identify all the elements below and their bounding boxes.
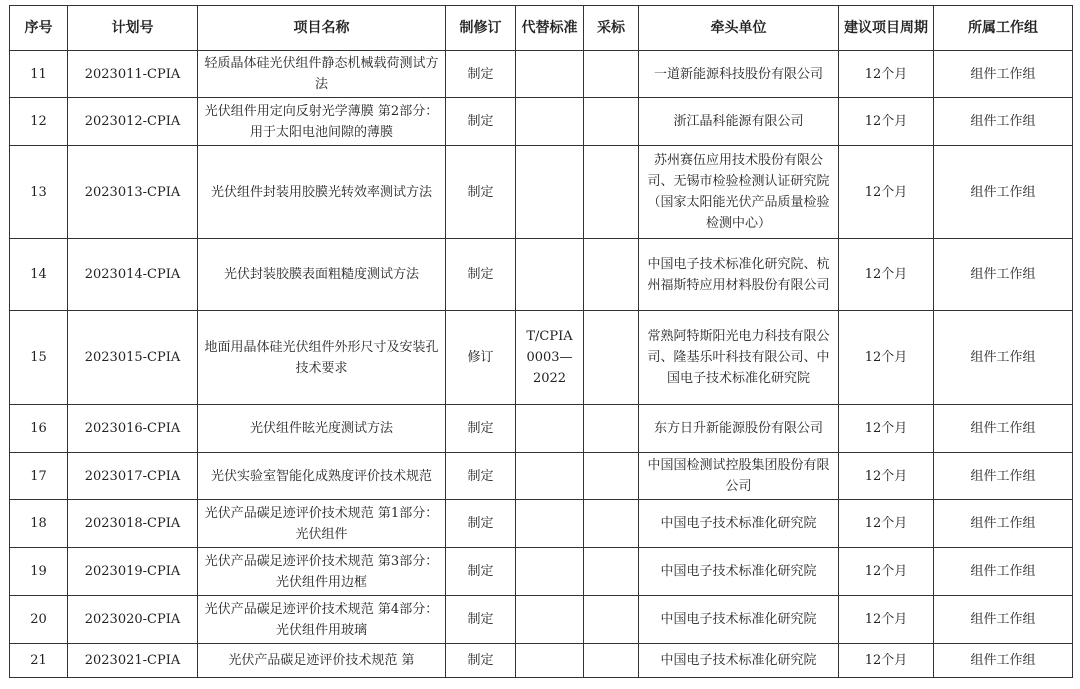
- cell-group: 组件工作组: [934, 500, 1073, 548]
- cell-replace: [516, 146, 584, 239]
- cell-no: 15: [10, 311, 68, 405]
- cell-group: 组件工作组: [934, 311, 1073, 405]
- table-header: [10, 6, 1073, 51]
- cell-adopt: [584, 239, 639, 311]
- table-row: [10, 548, 1073, 596]
- header-adopt: 采标: [584, 6, 639, 51]
- cell-period: 12个月: [839, 51, 934, 98]
- cell-period: 12个月: [839, 453, 934, 500]
- cell-type: 制定: [446, 239, 516, 311]
- cell-replace: [516, 596, 584, 644]
- cell-lead: 东方日升新能源股份有限公司: [639, 405, 839, 453]
- cell-group: 组件工作组: [934, 548, 1073, 596]
- cell-replace: [516, 239, 584, 311]
- cell-name: 光伏封装胶膜表面粗糙度测试方法: [198, 239, 446, 311]
- cell-period: 12个月: [839, 311, 934, 405]
- cell-adopt: [584, 146, 639, 239]
- cell-period: 12个月: [839, 98, 934, 146]
- cell-period: 12个月: [839, 239, 934, 311]
- cell-plan: 2023017-CPIA: [68, 453, 198, 500]
- cell-group: 组件工作组: [934, 644, 1073, 678]
- cell-adopt: [584, 500, 639, 548]
- cell-plan: 2023020-CPIA: [68, 596, 198, 644]
- cell-group: 组件工作组: [934, 51, 1073, 98]
- cell-group: 组件工作组: [934, 596, 1073, 644]
- header-group: 所属工作组: [934, 6, 1073, 51]
- cell-name: 光伏组件封装用胶膜光转效率测试方法: [198, 146, 446, 239]
- table-row: [10, 596, 1073, 644]
- header-name: 项目名称: [198, 6, 446, 51]
- cell-no: 17: [10, 453, 68, 500]
- cell-plan: 2023016-CPIA: [68, 405, 198, 453]
- cell-lead: 中国电子技术标准化研究院: [639, 596, 839, 644]
- cell-type: 制定: [446, 548, 516, 596]
- cell-adopt: [584, 311, 639, 405]
- cell-replace: [516, 98, 584, 146]
- cell-lead: 苏州赛伍应用技术股份有限公司、无锡市检验检测认证研究院（国家太阳能光伏产品质量检验检测中心）: [639, 146, 839, 239]
- header-type: 制修订: [446, 6, 516, 51]
- cell-lead: 中国国检测试控股集团股份有限公司: [639, 453, 839, 500]
- cell-type: 制定: [446, 405, 516, 453]
- cell-name: 光伏实验室智能化成熟度评价技术规范: [198, 453, 446, 500]
- header-lead: 牵头单位: [639, 6, 839, 51]
- cell-name: 光伏组件眩光度测试方法: [198, 405, 446, 453]
- header-period: 建议项目周期: [839, 6, 934, 51]
- cell-adopt: [584, 548, 639, 596]
- header-plan: 计划号: [68, 6, 198, 51]
- cell-no: 19: [10, 548, 68, 596]
- cell-plan: 2023019-CPIA: [68, 548, 198, 596]
- header-replace: 代替标准: [516, 6, 584, 51]
- standards-plan-table: [9, 5, 1073, 678]
- cell-replace: [516, 500, 584, 548]
- cell-name: 光伏产品碳足迹评价技术规范 第3部分：光伏组件用边框: [198, 548, 446, 596]
- cell-name: 地面用晶体硅光伏组件外形尺寸及安装孔技术要求: [198, 311, 446, 405]
- cell-replace: [516, 453, 584, 500]
- cell-no: 16: [10, 405, 68, 453]
- cell-no: 14: [10, 239, 68, 311]
- cell-group: 组件工作组: [934, 98, 1073, 146]
- cell-type: 制定: [446, 500, 516, 548]
- cell-period: 12个月: [839, 500, 934, 548]
- cell-plan: 2023021-CPIA: [68, 644, 198, 678]
- cell-no: 12: [10, 98, 68, 146]
- cell-group: 组件工作组: [934, 453, 1073, 500]
- header-row: [10, 6, 1073, 51]
- table-row: [10, 405, 1073, 453]
- cell-type: 制定: [446, 453, 516, 500]
- cell-lead: 浙江晶科能源有限公司: [639, 98, 839, 146]
- cell-type: 制定: [446, 644, 516, 678]
- cell-plan: 2023018-CPIA: [68, 500, 198, 548]
- cell-adopt: [584, 51, 639, 98]
- cell-type: 制定: [446, 146, 516, 239]
- cell-lead: 中国电子技术标准化研究院: [639, 644, 839, 678]
- cell-lead: 中国电子技术标准化研究院: [639, 548, 839, 596]
- cell-lead: 常熟阿特斯阳光电力科技有限公司、隆基乐叶科技有限公司、中国电子技术标准化研究院: [639, 311, 839, 405]
- cell-period: 12个月: [839, 405, 934, 453]
- standards-table-container: [9, 5, 1073, 678]
- cell-period: 12个月: [839, 146, 934, 239]
- cell-lead: 一道新能源科技股份有限公司: [639, 51, 839, 98]
- cell-name: 光伏组件用定向反射光学薄膜 第2部分：用于太阳电池间隙的薄膜: [198, 98, 446, 146]
- table-row: [10, 644, 1073, 678]
- table-row: [10, 146, 1073, 239]
- cell-replace: [516, 405, 584, 453]
- cell-plan: 2023011-CPIA: [68, 51, 198, 98]
- cell-group: 组件工作组: [934, 405, 1073, 453]
- cell-group: 组件工作组: [934, 239, 1073, 311]
- cell-plan: 2023013-CPIA: [68, 146, 198, 239]
- cell-name: 光伏产品碳足迹评价技术规范 第: [198, 644, 446, 678]
- cell-period: 12个月: [839, 596, 934, 644]
- table-row: [10, 51, 1073, 98]
- cell-name: 轻质晶体硅光伏组件静态机械载荷测试方法: [198, 51, 446, 98]
- table-row: [10, 500, 1073, 548]
- cell-replace: [516, 548, 584, 596]
- cell-plan: 2023014-CPIA: [68, 239, 198, 311]
- cell-no: 11: [10, 51, 68, 98]
- table-row: [10, 98, 1073, 146]
- cell-name: 光伏产品碳足迹评价技术规范 第1部分：光伏组件: [198, 500, 446, 548]
- cell-type: 制定: [446, 98, 516, 146]
- cell-adopt: [584, 98, 639, 146]
- cell-no: 21: [10, 644, 68, 678]
- cell-period: 12个月: [839, 548, 934, 596]
- cell-no: 18: [10, 500, 68, 548]
- table-row: [10, 453, 1073, 500]
- table-row: [10, 311, 1073, 405]
- cell-plan: 2023012-CPIA: [68, 98, 198, 146]
- cell-type: 修订: [446, 311, 516, 405]
- cell-replace: [516, 51, 584, 98]
- cell-lead: 中国电子技术标准化研究院: [639, 500, 839, 548]
- cell-replace: T/CPIA 0003—2022: [516, 311, 584, 405]
- table-body: [10, 51, 1073, 678]
- cell-adopt: [584, 596, 639, 644]
- cell-no: 20: [10, 596, 68, 644]
- cell-adopt: [584, 453, 639, 500]
- cell-period: 12个月: [839, 644, 934, 678]
- header-no: 序号: [10, 6, 68, 51]
- cell-group: 组件工作组: [934, 146, 1073, 239]
- cell-type: 制定: [446, 596, 516, 644]
- cell-adopt: [584, 405, 639, 453]
- table-row: [10, 239, 1073, 311]
- cell-lead: 中国电子技术标准化研究院、杭州福斯特应用材料股份有限公司: [639, 239, 839, 311]
- cell-replace: [516, 644, 584, 678]
- cell-plan: 2023015-CPIA: [68, 311, 198, 405]
- cell-name: 光伏产品碳足迹评价技术规范 第4部分：光伏组件用玻璃: [198, 596, 446, 644]
- cell-no: 13: [10, 146, 68, 239]
- cell-type: 制定: [446, 51, 516, 98]
- cell-adopt: [584, 644, 639, 678]
